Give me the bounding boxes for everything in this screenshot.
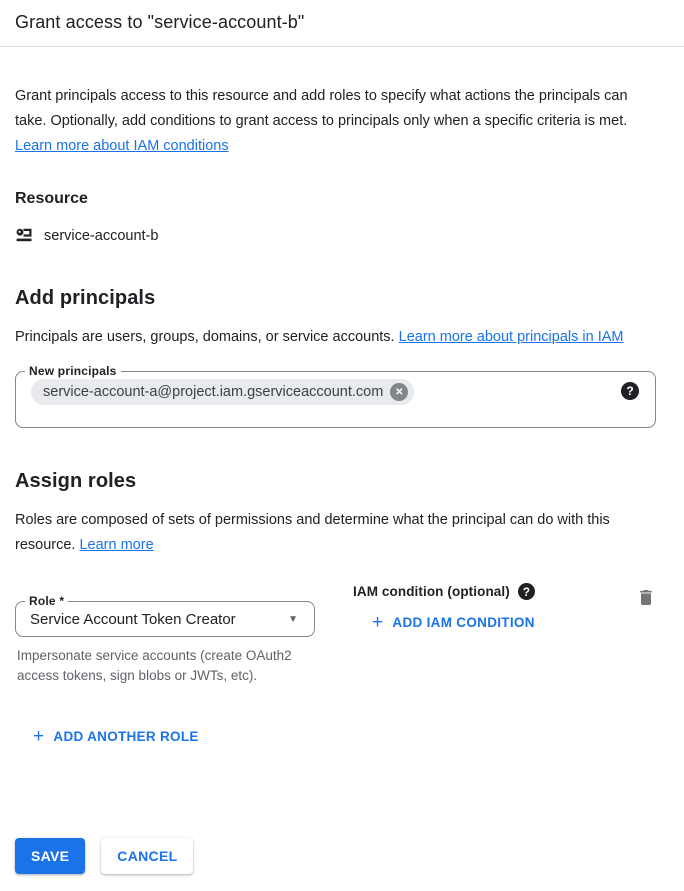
new-principals-label: New principals xyxy=(29,364,117,378)
dialog-body xyxy=(0,84,684,747)
principals-text: Principals are users, groups, domains, or service accounts. xyxy=(15,329,399,345)
add-another-role-label: ADD ANOTHER ROLE xyxy=(53,729,199,744)
save-button[interactable]: SAVE xyxy=(15,838,85,874)
cancel-button[interactable]: CANCEL xyxy=(101,838,193,874)
role-selected-value: Service Account Token Creator xyxy=(30,611,236,628)
plus-icon: + xyxy=(33,726,45,747)
new-principals-inner xyxy=(16,378,655,405)
plus-icon: + xyxy=(372,612,384,633)
roles-text: Roles are composed of sets of permissions and determine what the principal can do with this resource. xyxy=(15,512,610,553)
dialog-footer xyxy=(15,838,193,874)
role-select-inner xyxy=(16,608,314,628)
new-principals-field[interactable] xyxy=(15,364,656,428)
chevron-down-icon[interactable]: ▼ xyxy=(288,614,298,625)
resource-name: service-account-b xyxy=(44,227,159,244)
chip-close-icon[interactable]: ✕ xyxy=(390,383,408,401)
dialog-title: Grant access to "service-account-b" xyxy=(15,12,305,32)
resource-heading: Resource xyxy=(15,190,88,207)
trash-icon xyxy=(636,587,656,608)
principals-link[interactable]: Learn more about principals in IAM xyxy=(398,329,624,345)
role-row xyxy=(15,580,656,685)
delete-role-button[interactable] xyxy=(636,587,656,613)
role-helper-text: Impersonate service accounts (create OAuth2 access tokens, sign blobs or JWTs, etc). xyxy=(17,648,292,683)
condition-label: IAM condition (optional) xyxy=(353,584,510,599)
role-select[interactable] xyxy=(15,594,315,637)
principals-description xyxy=(15,325,656,350)
role-label: Role * xyxy=(29,594,65,608)
add-iam-condition-label: ADD IAM CONDITION xyxy=(392,615,535,630)
condition-help-icon[interactable]: ? xyxy=(518,583,535,600)
assign-roles-heading: Assign roles xyxy=(15,470,137,492)
intro-text: Grant principals access to this resource and add roles to specify what actions the principals can take. Optionally, add conditions to grant access to principals only when a specific criteria is met. xyxy=(15,88,628,129)
resource-row xyxy=(15,226,656,245)
service-account-icon xyxy=(15,226,34,245)
add-iam-condition-button[interactable] xyxy=(372,613,535,632)
add-principals-heading: Add principals xyxy=(15,287,156,309)
add-another-role-button[interactable] xyxy=(33,727,199,746)
condition-label-row xyxy=(353,583,636,600)
principal-chip[interactable] xyxy=(31,379,414,405)
principals-help-icon[interactable]: ? xyxy=(621,382,639,400)
iam-conditions-link[interactable]: Learn more about IAM conditions xyxy=(15,138,229,154)
dialog-header xyxy=(0,0,684,47)
condition-column xyxy=(353,580,636,633)
roles-description xyxy=(15,508,656,558)
intro-paragraph xyxy=(15,84,656,159)
principal-chip-label: service-account-a@project.iam.gserviceaccount.com xyxy=(43,384,384,400)
role-column xyxy=(15,580,315,685)
roles-learn-more-link[interactable]: Learn more xyxy=(79,537,154,553)
